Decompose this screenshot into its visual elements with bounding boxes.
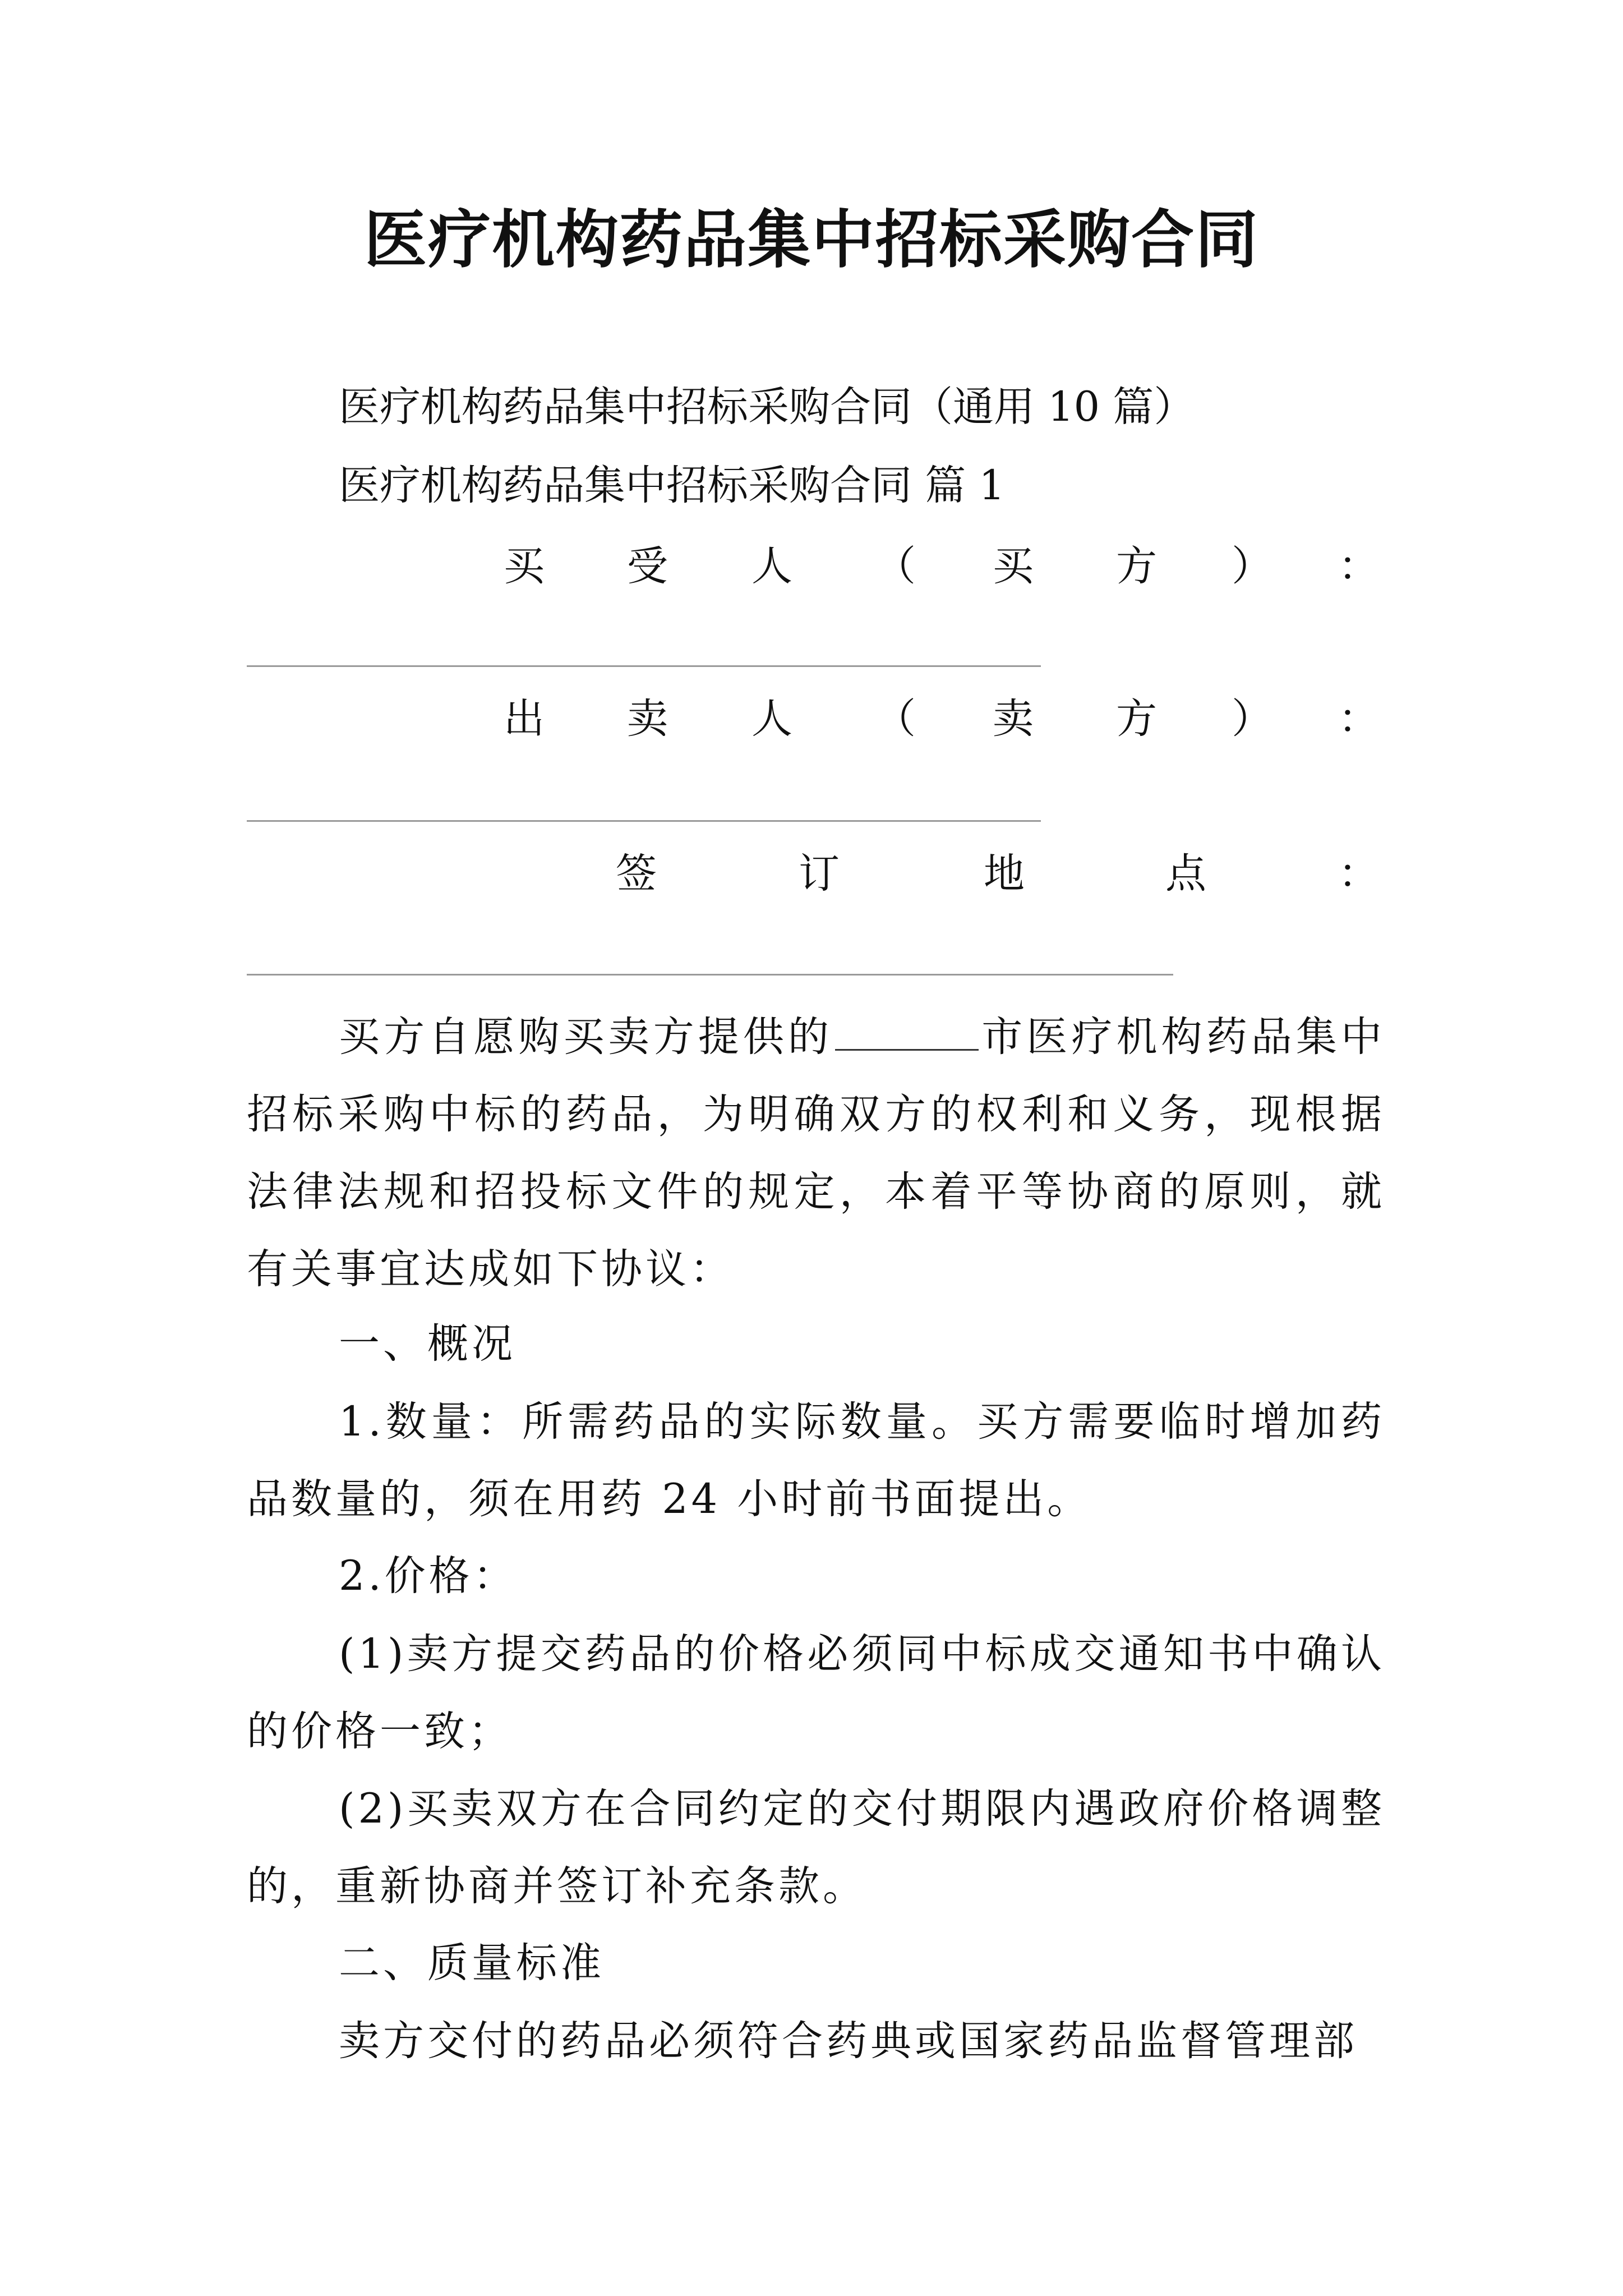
seller-underline — [247, 820, 1041, 822]
seller-char: 卖 — [627, 695, 668, 743]
seller-char: 人 — [751, 695, 792, 743]
seller-label-row — [0, 691, 1623, 747]
item-2-2: (2)买卖双方在合同约定的交付期限内遇政府价格调整的，重新协商并签订补充条款。 — [247, 1785, 1385, 1910]
buyer-label-row — [0, 539, 1623, 595]
city-blank — [835, 1014, 979, 1051]
seller-char: ） — [1232, 695, 1272, 743]
place-char: 签 — [616, 850, 657, 898]
subtitle-collection: 医疗机构药品集中招标采购合同（通用 10 篇） — [339, 383, 1195, 431]
document-title: 医疗机构药品集中招标采购合同 — [364, 204, 1259, 277]
buyer-char: 买 — [504, 542, 545, 590]
buyer-char: 受 — [627, 542, 668, 590]
seller-char: （ — [875, 695, 916, 743]
place-char: ： — [1338, 850, 1379, 898]
place-char: 订 — [799, 850, 840, 898]
intro-text-rest: 市医疗机构药品集中招标采购中标的药品，为明确双方的权利和义务，现根据法律法规和招投标文件的规定，本着平等协商的原则，就有关事宜达成如下协议： — [247, 1013, 1386, 1293]
signing-place-row — [0, 846, 1623, 902]
subtitle-part: 医疗机构药品集中招标采购合同 篇 1 — [339, 462, 1005, 509]
intro-text-start: 买方自愿购买卖方提供的 — [339, 1013, 833, 1061]
buyer-char: （ — [875, 542, 916, 590]
intro-paragraph — [247, 999, 1385, 1308]
item-2-price: 2.价格： — [339, 1552, 518, 1600]
place-char: 点 — [1165, 850, 1206, 898]
section-2-text: 卖方交付的药品必须符合药典或国家药品监督管理部 — [339, 2017, 1358, 2065]
section-2-heading: 二、质量标准 — [339, 1939, 605, 1987]
item-2-1: (1)卖方提交药品的价格必须同中标成交通知书中确认的价格一致； — [247, 1630, 1385, 1755]
place-char: 地 — [984, 850, 1025, 898]
seller-char: 出 — [504, 695, 545, 743]
seller-char: 卖 — [993, 695, 1034, 743]
seller-char: ： — [1338, 695, 1379, 743]
signing-place-underline — [247, 974, 1173, 976]
buyer-char: 人 — [751, 542, 792, 590]
buyer-char: 方 — [1116, 542, 1157, 590]
seller-char: 方 — [1116, 695, 1157, 743]
buyer-char: 买 — [993, 542, 1034, 590]
buyer-char: ） — [1232, 542, 1272, 590]
section-1-heading: 一、概况 — [339, 1320, 516, 1368]
item-1-quantity: 1.数量：所需药品的实际数量。买方需要临时增加药品数量的，须在用药 24 小时前书面提出。 — [247, 1398, 1385, 1523]
buyer-char: ： — [1338, 542, 1379, 590]
buyer-underline — [247, 665, 1041, 667]
